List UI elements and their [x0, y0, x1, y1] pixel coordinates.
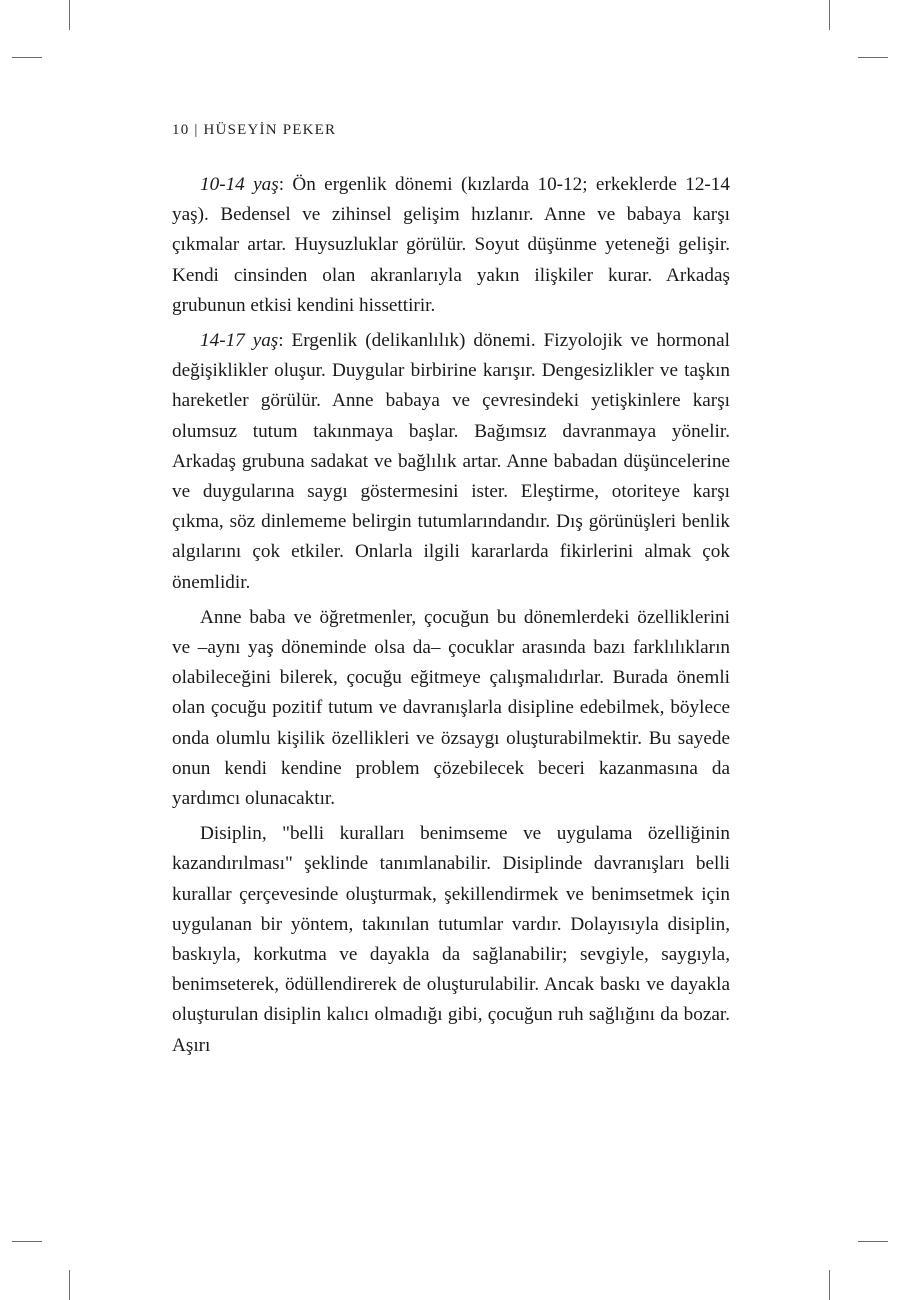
header-separator: | [194, 122, 199, 138]
age-range-label: 14-17 yaş [200, 330, 279, 352]
paragraph-parents: Anne baba ve öğretmenler, çocuğun bu dönemlerdeki özelliklerini ve –aynı yaş döneminde olsa da– çocuklar arasında bazı farklılıkların olabileceğini bilerek, çocuğu eğitmeye çalışmalıdırlar. Burada önemli olan çocuğu pozitif tutum ve davranışlarla disipline edebilmek, böylece onda olumlu kişilik özellikleri ve özsaygı oluşturabilmektir. Bu sayede onun kendi kendine problem çözebilecek beceri kazanmasına da yardımcı olunacaktır. [172, 606, 730, 810]
body-text [172, 170, 730, 1066]
paragraph-discipline: Disiplin, "belli kuralları benimseme ve uygulama özelliğinin kazandırılması" şeklinde tanımlanabilir. Disiplinde davranışları belli kurallar çerçevesinde oluşturmak, şekillendirmek ve benimsetmek için uygulanan bir yöntem, takınılan tutumlar vardır. Dolayısıyla disiplin, baskıyla, korkutma ve dayakla da sağlanabilir; sevgiyle, saygıyla, benimseterek, ödüllendirerek de oluşturulabilir. Ancak baskı ve dayakla oluşturulan disiplin kalıcı olmadığı gibi, çocuğun ruh sağlığını da bozar. Aşırı [172, 823, 730, 1056]
crop-mark [829, 0, 830, 30]
crop-mark [12, 57, 42, 58]
crop-mark [858, 57, 888, 58]
crop-mark [858, 1241, 888, 1242]
crop-mark [829, 1270, 830, 1300]
crop-mark [69, 1270, 70, 1300]
crop-mark [69, 0, 70, 30]
author-name: HÜSEYİN PEKER [203, 122, 337, 138]
page-number: 10 [172, 122, 190, 138]
paragraph-body: : Ergenlik (delikanlılık) dönemi. Fizyolojik ve hormonal değişiklikler oluşur. Duygular birbirine karışır. Dengesizlikler ve taşkın hareketler görülür. Anne babaya ve çevresindeki yetişkinlere karşı olumsuz tutum takınmaya başlar. Bağımsız davranmaya yönelir. Arkadaş grubuna sadakat ve bağlılık artar. Anne babadan düşüncelerine ve duygularına saygı göstermesini ister. Eleştirme, otoriteye karşı çıkma, söz dinlememe belirgin tutumlarındandır. Dış görünüşleri benlik algılarını çok etkiler. Onlarla ilgili kararlarda fikirlerini almak çok önemlidir. [172, 330, 731, 593]
paragraph-body: : Ön ergenlik dönemi (kızlarda 10-12; erkeklerde 12-14 yaş). Bedensel ve zihinsel gelişim hızlanır. Anne ve babaya karşı çıkmalar artar. Huysuzluklar görülür. Soyut düşünme yeteneği gelişir. Kendi cinsinden olan akranlarıyla yakın ilişkiler kurar. Arkadaş grubunun etkisi kendini hissettirir. [172, 174, 730, 316]
running-header [172, 122, 336, 139]
age-range-label: 10-14 yaş [200, 174, 279, 195]
paragraph-10-14 [172, 170, 730, 321]
crop-mark [12, 1241, 42, 1242]
paragraph-14-17 [172, 326, 730, 598]
